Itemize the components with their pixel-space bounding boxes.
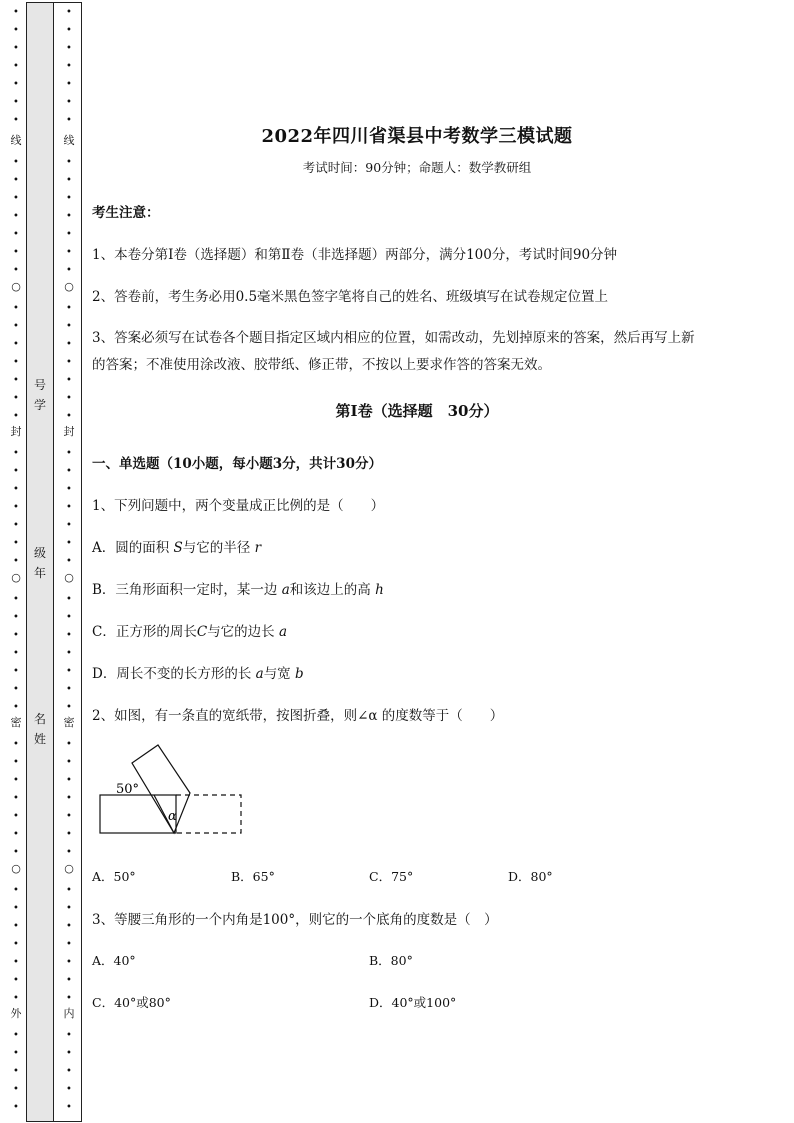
margin-dot: • [13, 702, 19, 713]
margin-seal-mark: ○ [64, 862, 74, 875]
margin-dot: • [66, 7, 72, 18]
notice-item-1: 1、本卷分第I卷（选择题）和第Ⅱ卷（非选择题）两部分，满分100分，考试时间90分钟 [92, 247, 618, 263]
margin-dot: • [13, 321, 19, 332]
margin-seal-mark: 线 [10, 134, 22, 147]
margin-dot: • [66, 793, 72, 804]
margin-dot: • [66, 303, 72, 314]
margin-dot: • [66, 1048, 72, 1059]
margin-seal-mark: 密 [10, 716, 22, 729]
margin-dot: • [66, 115, 72, 126]
margin-seal-mark: ○ [64, 571, 74, 584]
margin-dot: • [13, 538, 19, 549]
section-title: 第I卷（选择题 30分） [335, 402, 499, 420]
q2-option-b: B．65° [231, 869, 275, 884]
margin-dot: • [13, 502, 19, 513]
q2-stem: 2、如图，有一条直的宽纸带，按图折叠，则∠α 的度数等于（ ） [92, 708, 504, 724]
q3-stem: 3、等腰三角形的一个内角是100°，则它的一个底角的度数是（ ） [92, 912, 498, 928]
margin-dot: • [13, 811, 19, 822]
margin-dot: • [13, 466, 19, 477]
strip-dashed-part [176, 795, 241, 833]
margin-dot: • [66, 1084, 72, 1095]
margin-dot: • [66, 594, 72, 605]
margin-dot: • [66, 612, 72, 623]
margin-dot: • [66, 393, 72, 404]
margin-dot: • [66, 229, 72, 240]
angle-50-label: 50° [116, 782, 140, 797]
margin-dot: • [13, 594, 19, 605]
margin-dot: • [13, 793, 19, 804]
margin-dot: • [66, 757, 72, 768]
margin-seal-mark: 封 [63, 425, 75, 438]
margin-dot: • [66, 211, 72, 222]
margin-dot: • [66, 885, 72, 896]
q3-option-c: C．40°或80° [92, 995, 171, 1010]
margin-dot: • [13, 7, 19, 18]
margin-dot: • [13, 975, 19, 986]
margin-dot: • [66, 79, 72, 90]
q2-option-d: D．80° [508, 869, 553, 884]
margin-dot: • [66, 684, 72, 695]
margin-dot: • [13, 357, 19, 368]
margin-dot: • [66, 739, 72, 750]
margin-dot: • [13, 1084, 19, 1095]
margin-dot: • [66, 939, 72, 950]
margin-dot: • [13, 829, 19, 840]
margin-dot: • [13, 775, 19, 786]
margin-dot: • [13, 339, 19, 350]
margin-seal-mark: ○ [64, 280, 74, 293]
margin-seal-mark: 密 [63, 716, 75, 729]
margin-dot: • [13, 79, 19, 90]
margin-dot: • [13, 265, 19, 276]
margin-dot: • [13, 375, 19, 386]
margin-dot: • [66, 193, 72, 204]
margin-dot: • [66, 648, 72, 659]
margin-dot: • [13, 847, 19, 858]
margin-dot: • [13, 393, 19, 404]
margin-dot: • [66, 1066, 72, 1077]
alpha-label: α [168, 809, 177, 824]
q2-option-a: A．50° [92, 869, 136, 884]
margin-dot: • [66, 520, 72, 531]
margin-dot: • [66, 375, 72, 386]
part-heading: 一、单选题（10小题，每小题3分，共计30分） [92, 456, 382, 472]
margin-dot: • [66, 702, 72, 713]
margin-dot: • [13, 739, 19, 750]
margin-dot: • [13, 484, 19, 495]
margin-dot: • [13, 666, 19, 677]
margin-dot: • [13, 630, 19, 641]
margin-dot: • [66, 538, 72, 549]
margin-dot: • [66, 993, 72, 1004]
margin-dot: • [13, 520, 19, 531]
folded-strip-figure [98, 742, 248, 842]
margin-dot: • [13, 1030, 19, 1041]
notice-item-3-cont: 的答案；不准使用涂改液、胶带纸、修正带，不按以上要求作答的答案无效。 [92, 357, 551, 373]
margin-dot: • [13, 97, 19, 108]
margin-dot: • [66, 466, 72, 477]
margin-dot: • [66, 502, 72, 513]
margin-dot: • [66, 484, 72, 495]
margin-dot: • [13, 115, 19, 126]
margin-dot: • [13, 175, 19, 186]
margin-seal-mark: ○ [11, 571, 21, 584]
q1-option-c: C．正方形的周长C与它的边长 a [92, 624, 288, 640]
margin-dot: • [66, 61, 72, 72]
margin-dot: • [13, 229, 19, 240]
margin-seal-mark: 内 [63, 1007, 75, 1020]
q1-option-a: A．圆的面积 S与它的半径 r [92, 540, 262, 556]
margin-dot: • [13, 157, 19, 168]
margin-dot: • [13, 1066, 19, 1077]
margin-dot: • [66, 448, 72, 459]
folded-flap [132, 745, 190, 833]
margin-seal-mark: 外 [10, 1007, 22, 1020]
page-title: 2022年四川省渠县中考数学三模试题 [261, 126, 573, 147]
q3-option-b: B．80° [369, 953, 413, 968]
margin-seal-mark: ○ [11, 280, 21, 293]
label-xing: 姓 [33, 732, 46, 746]
margin-dot: • [13, 43, 19, 54]
label-hao: 号 [33, 378, 46, 392]
margin-dot: • [66, 157, 72, 168]
margin-dot: • [13, 939, 19, 950]
label-xue: 学 [33, 398, 46, 412]
margin-dot: • [13, 757, 19, 768]
margin-dot: • [66, 975, 72, 986]
student-info-strip [26, 2, 54, 1122]
margin-dot: • [13, 903, 19, 914]
margin-dot: • [66, 847, 72, 858]
margin-dot: • [66, 775, 72, 786]
margin-dot: • [66, 411, 72, 422]
margin-dot: • [66, 247, 72, 258]
margin-dot: • [13, 1102, 19, 1113]
margin-dot: • [66, 43, 72, 54]
label-ji: 级 [33, 546, 46, 560]
q1-option-b: B．三角形面积一定时，某一边 a和该边上的高 h [92, 582, 384, 598]
margin-seal-mark: ○ [11, 862, 21, 875]
margin-dot: • [66, 1102, 72, 1113]
margin-dot: • [13, 25, 19, 36]
q1-stem: 1、下列问题中，两个变量成正比例的是（ ） [92, 498, 385, 514]
margin-dot: • [13, 556, 19, 567]
margin-dot: • [66, 97, 72, 108]
margin-seal-mark: 封 [10, 425, 22, 438]
notice-heading: 考生注意： [92, 205, 160, 221]
margin-dot: • [13, 684, 19, 695]
margin-dot: • [13, 1048, 19, 1059]
notice-item-2: 2、答卷前，考生务必用0.5毫米黑色签字笔将自己的姓名、班级填写在试卷规定位置上 [92, 289, 609, 305]
margin-dot: • [13, 885, 19, 896]
margin-dot: • [66, 957, 72, 968]
q3-option-d: D．40°或100° [369, 995, 457, 1010]
margin-dot: • [66, 903, 72, 914]
margin-dot: • [13, 247, 19, 258]
margin-dot: • [66, 321, 72, 332]
margin-dot: • [13, 957, 19, 968]
margin-dot: • [13, 193, 19, 204]
label-ming: 名 [33, 712, 46, 726]
margin-dot: • [66, 1030, 72, 1041]
q3-option-a: A．40° [92, 953, 136, 968]
margin-dot: • [66, 556, 72, 567]
margin-dot: • [13, 612, 19, 623]
q2-option-c: C．75° [369, 869, 414, 884]
margin-dot: • [66, 630, 72, 641]
margin-dot: • [13, 411, 19, 422]
margin-dot: • [13, 61, 19, 72]
margin-dot: • [66, 25, 72, 36]
margin-dot: • [13, 303, 19, 314]
margin-dot: • [66, 357, 72, 368]
margin-dot: • [13, 921, 19, 932]
q1-option-d: D．周长不变的长方形的长 a与宽 b [92, 666, 304, 682]
margin-dot: • [66, 921, 72, 932]
margin-dot: • [13, 993, 19, 1004]
margin-dot: • [13, 211, 19, 222]
exam-info: 考试时间：90分钟；命题人：数学教研组 [302, 160, 532, 175]
margin-dot: • [66, 666, 72, 677]
notice-item-3: 3、答案必须写在试卷各个题目指定区域内相应的位置，如需改动，先划掉原来的答案，然后再写上新 [92, 330, 695, 346]
margin-dot: • [13, 648, 19, 659]
margin-dot: • [66, 265, 72, 276]
margin-dot: • [66, 339, 72, 350]
label-nian: 年 [33, 566, 46, 580]
margin-dot: • [66, 811, 72, 822]
margin-seal-mark: 线 [63, 134, 75, 147]
margin-dot: • [66, 175, 72, 186]
margin-dot: • [66, 829, 72, 840]
margin-dot: • [13, 448, 19, 459]
